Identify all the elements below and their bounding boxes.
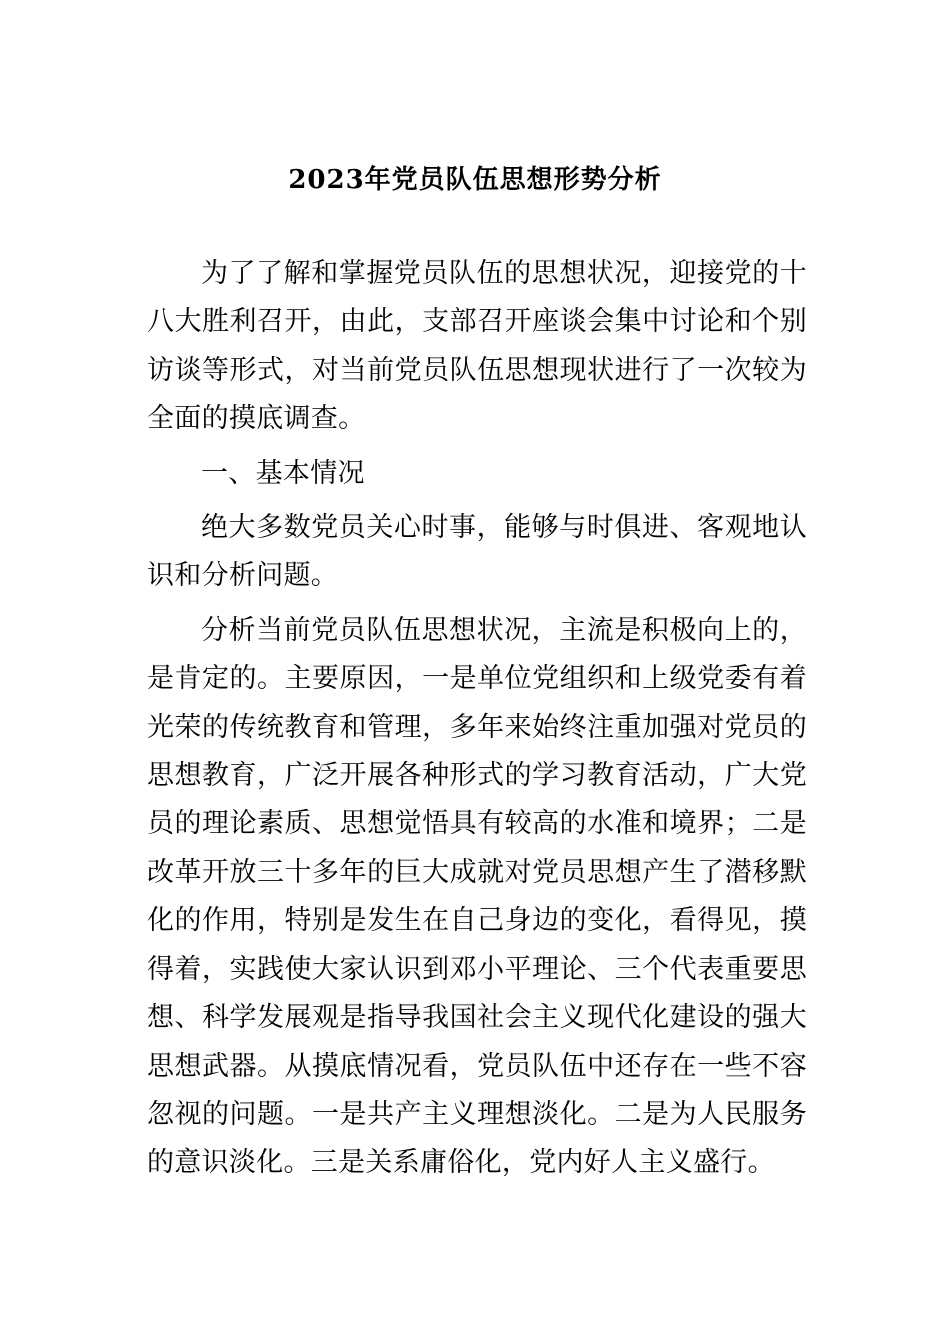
paragraph-intro: 为了了解和掌握党员队伍的思想状况，迎接党的十八大胜利召开，由此，支部召开座谈会集中讨论和个别访谈等形式，对当前党员队伍思想现状进行了一次较为全面的摸底调查。 bbox=[147, 258, 807, 435]
paragraph-analysis: 分析当前党员队伍思想状况，主流是积极向上的，是肯定的。主要原因，一是单位党组织和上级党委有着光荣的传统教育和管理，多年来始终注重加强对党员的思想教育，广泛开展各种形式的学习教育活动，广大党员的理论素质、思想觉悟具有较高的水准和境界；二是改革开放三十多年的巨大成就对党员思想产生了潜移默化的作用，特别是发生在自己身边的变化，看得见，摸得着，实践使大家认识到邓小平理论、三个代表重要思想、科学发展观是指导我国社会主义现代化建设的强大思想武器。从摸底情况看，党员队伍中还存在一些不容忽视的问题。一是共产主义理想淡化。二是为人民服务的意识淡化。三是关系庸俗化，党内好人主义盛行。 bbox=[147, 614, 807, 1179]
document-body bbox=[147, 250, 807, 1188]
document-title: 2023年党员队伍思想形势分析 bbox=[288, 165, 662, 195]
section-heading-basic-situation: 一、基本情况 bbox=[201, 457, 365, 489]
paragraph-majority-members: 绝大多数党员关心时事，能够与时俱进、客观地认识和分析问题。 bbox=[147, 512, 807, 592]
